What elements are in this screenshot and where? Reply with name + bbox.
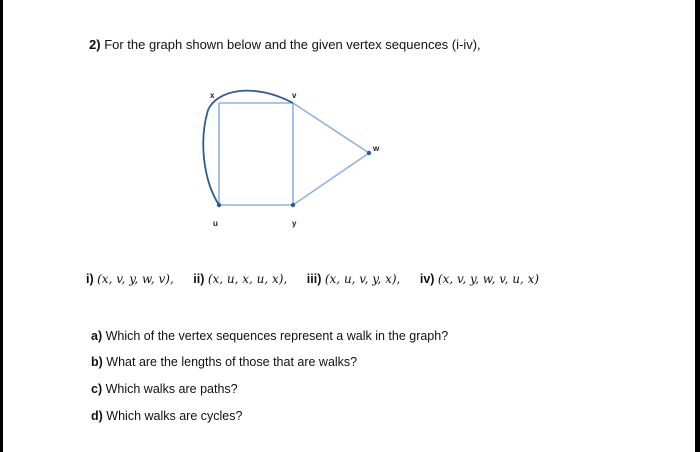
question-text: Which walks are paths? <box>105 382 238 396</box>
sequence-number: ii) <box>193 272 205 286</box>
question-text: Which of the vertex sequences represent a walk in the graph? <box>105 329 449 343</box>
question-b <box>91 355 357 369</box>
vertex-u-dot <box>217 203 221 207</box>
sequence-ii <box>193 272 287 286</box>
sequence-iv <box>420 272 539 286</box>
vertex-label-u: u <box>213 219 218 228</box>
question-label: c) <box>91 382 103 396</box>
vertex-label-w: w <box>373 144 380 153</box>
question-label: d) <box>91 409 103 423</box>
vertex-sequences <box>86 272 555 286</box>
vertex-label-x: x <box>210 91 215 100</box>
question-a <box>91 329 448 343</box>
sequence-tuple: (x, u, v, y, x), <box>324 272 401 286</box>
edge-v-w <box>293 103 369 153</box>
question-label: a) <box>91 329 103 343</box>
problem-text: For the graph shown below and the given vertex sequences (i-iv), <box>104 37 481 52</box>
vertex-w-dot <box>367 151 371 155</box>
vertex-label-y: y <box>292 219 297 228</box>
sequence-number: iv) <box>419 272 435 286</box>
question-d <box>91 409 242 423</box>
vertex-y-dot <box>291 203 295 207</box>
question-c <box>91 382 238 396</box>
problem-number: 2) <box>89 37 101 52</box>
sequence-tuple: (x, v, y, w, v, u, x) <box>437 272 540 286</box>
question-label: b) <box>91 355 103 369</box>
sequence-tuple: (x, u, x, u, x), <box>207 272 288 286</box>
vertex-label-v: v <box>292 91 297 100</box>
document-page <box>3 0 695 452</box>
edge-y-w <box>293 153 369 205</box>
sequence-tuple: (x, v, y, w, v), <box>97 272 174 286</box>
question-text: Which walks are cycles? <box>106 409 243 423</box>
edge-curved-u-x-v <box>203 91 293 205</box>
sequence-number: i) <box>86 272 94 286</box>
sequence-number: iii) <box>306 272 322 286</box>
question-text: What are the lengths of those that are walks? <box>106 355 358 369</box>
sequence-iii <box>307 272 401 286</box>
sequence-i <box>86 272 174 286</box>
